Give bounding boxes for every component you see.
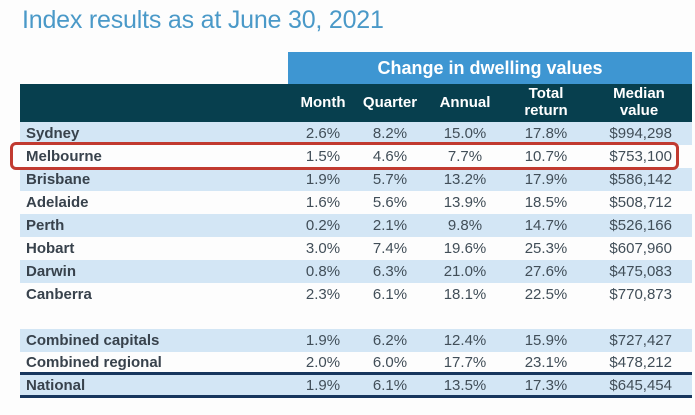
cell-annual: 7.7% bbox=[447, 148, 483, 165]
cell-month: 1.9% bbox=[305, 332, 341, 349]
cell-median-value: $478,212 bbox=[609, 353, 672, 371]
column-header-row bbox=[20, 84, 692, 122]
cell-total-return: 10.7% bbox=[524, 148, 568, 165]
cell-total-return: 17.8% bbox=[524, 125, 568, 142]
row-label: Combined regional bbox=[26, 353, 162, 371]
cell-median-value: $475,083 bbox=[609, 263, 672, 280]
cell-median-value: $994,298 bbox=[609, 125, 672, 142]
table-banner bbox=[288, 52, 692, 84]
row-label: Combined capitals bbox=[26, 332, 160, 349]
header-annual bbox=[424, 84, 506, 122]
cell-month: 1.5% bbox=[305, 148, 341, 165]
cell-quarter: 6.3% bbox=[372, 263, 408, 280]
cell-month: 2.6% bbox=[305, 125, 341, 142]
header-total-return-label: Total return bbox=[524, 85, 568, 119]
cell-annual: 19.6% bbox=[443, 240, 487, 257]
cell-annual: 15.0% bbox=[443, 125, 487, 142]
table-row-combined-regional bbox=[20, 352, 692, 375]
row-label: Hobart bbox=[26, 240, 75, 257]
header-month bbox=[290, 84, 356, 122]
cell-total-return: 22.5% bbox=[524, 286, 568, 303]
cell-month: 0.8% bbox=[305, 263, 341, 280]
cell-annual: 13.2% bbox=[443, 171, 487, 188]
table-row-national bbox=[20, 375, 692, 398]
header-median-value bbox=[586, 84, 692, 122]
cell-month: 0.2% bbox=[305, 217, 341, 234]
cell-quarter: 5.6% bbox=[372, 194, 408, 211]
row-label: National bbox=[26, 376, 86, 394]
cell-quarter: 2.1% bbox=[372, 217, 408, 234]
cell-month: 1.6% bbox=[305, 194, 341, 211]
cell-quarter: 8.2% bbox=[372, 125, 408, 142]
row-label: Perth bbox=[26, 217, 65, 234]
row-label: Sydney bbox=[26, 125, 80, 142]
cell-quarter: 7.4% bbox=[372, 240, 408, 257]
cell-total-return: 27.6% bbox=[524, 263, 568, 280]
cell-month: 2.0% bbox=[305, 353, 341, 371]
row-label: Canberra bbox=[26, 286, 92, 303]
cell-median-value: $526,166 bbox=[609, 217, 672, 234]
cell-quarter: 6.0% bbox=[372, 353, 408, 371]
cell-median-value: $508,712 bbox=[609, 194, 672, 211]
cell-quarter: 6.1% bbox=[372, 286, 408, 303]
cell-annual: 17.7% bbox=[443, 353, 487, 371]
cell-month: 1.9% bbox=[305, 171, 341, 188]
banner-label: Change in dwelling values bbox=[377, 57, 603, 78]
cell-total-return: 23.1% bbox=[524, 353, 568, 371]
spacer-row bbox=[20, 306, 692, 329]
cell-total-return: 18.5% bbox=[524, 194, 568, 211]
row-label: Adelaide bbox=[26, 194, 89, 211]
cell-annual: 18.1% bbox=[443, 286, 487, 303]
table-row-melbourne bbox=[20, 145, 692, 168]
cell-median-value: $727,427 bbox=[609, 332, 672, 349]
row-label: Brisbane bbox=[26, 171, 91, 188]
cell-quarter: 4.6% bbox=[372, 148, 408, 165]
cell-median-value: $607,960 bbox=[609, 240, 672, 257]
header-median-value-label: Median value bbox=[613, 85, 665, 119]
table-row-darwin bbox=[20, 260, 692, 283]
table-row-combined-capitals bbox=[20, 329, 692, 352]
header-annual-label: Annual bbox=[439, 93, 491, 111]
page-title: Index results as at June 30, 2021 bbox=[22, 6, 384, 34]
table-row-adelaide bbox=[20, 191, 692, 214]
cell-annual: 9.8% bbox=[447, 217, 483, 234]
table-row-sydney bbox=[20, 122, 692, 145]
table-row-brisbane bbox=[20, 168, 692, 191]
cell-quarter: 6.1% bbox=[372, 376, 408, 394]
table-row-perth bbox=[20, 214, 692, 237]
cell-total-return: 15.9% bbox=[524, 332, 568, 349]
cell-quarter: 5.7% bbox=[372, 171, 408, 188]
cell-median-value: $645,454 bbox=[609, 376, 672, 394]
cell-total-return: 14.7% bbox=[524, 217, 568, 234]
header-month-label: Month bbox=[300, 93, 346, 111]
row-label: Darwin bbox=[26, 263, 77, 280]
header-quarter-label: Quarter bbox=[362, 93, 418, 111]
cell-median-value: $770,873 bbox=[609, 286, 672, 303]
cell-total-return: 17.9% bbox=[524, 171, 568, 188]
table-row-hobart bbox=[20, 237, 692, 260]
cell-annual: 13.5% bbox=[443, 376, 487, 394]
cell-month: 3.0% bbox=[305, 240, 341, 257]
cell-total-return: 25.3% bbox=[524, 240, 568, 257]
dwelling-values-table bbox=[20, 122, 692, 398]
cell-median-value: $753,100 bbox=[609, 148, 672, 165]
cell-annual: 13.9% bbox=[443, 194, 487, 211]
table-row-canberra bbox=[20, 283, 692, 306]
header-total-return bbox=[506, 84, 586, 122]
header-name-spacer bbox=[20, 84, 290, 122]
header-quarter bbox=[356, 84, 424, 122]
row-label: Melbourne bbox=[26, 148, 102, 165]
cell-median-value: $586,142 bbox=[609, 171, 672, 188]
cell-month: 2.3% bbox=[305, 286, 341, 303]
cell-total-return: 17.3% bbox=[524, 376, 568, 394]
cell-annual: 21.0% bbox=[443, 263, 487, 280]
cell-month: 1.9% bbox=[305, 376, 341, 394]
cell-annual: 12.4% bbox=[443, 332, 487, 349]
cell-quarter: 6.2% bbox=[372, 332, 408, 349]
